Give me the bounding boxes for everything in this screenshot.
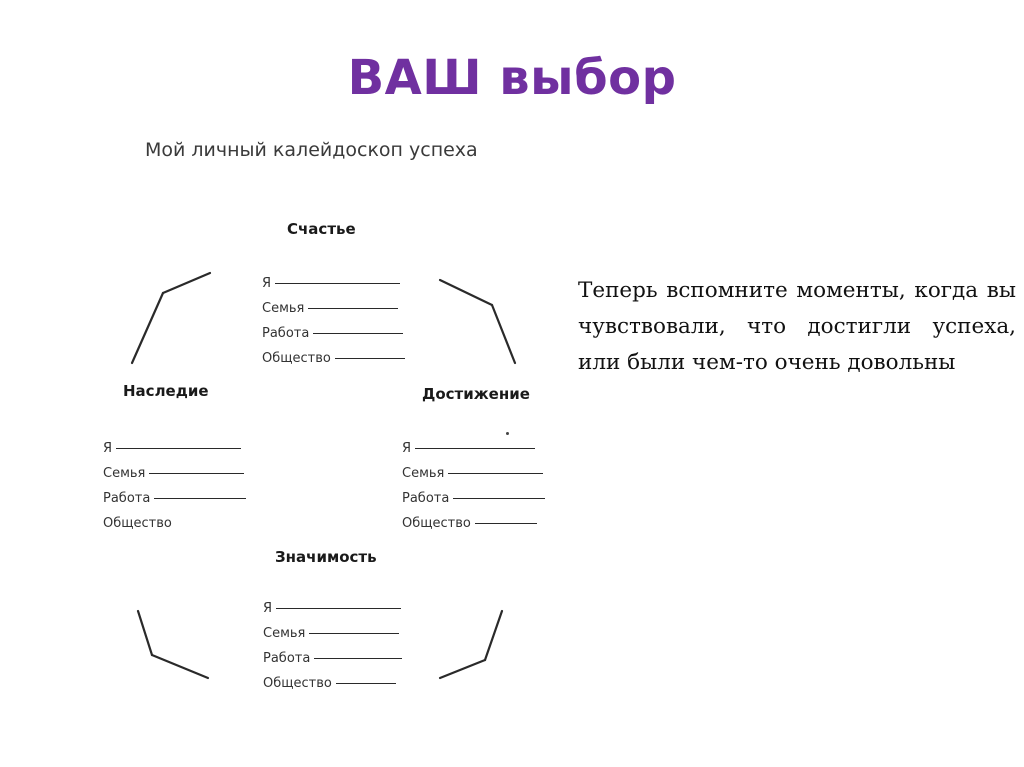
achievement-row-society bbox=[402, 511, 545, 536]
legacy-row-society bbox=[103, 511, 246, 536]
row-label: Я bbox=[262, 276, 272, 291]
blank-line bbox=[335, 358, 405, 360]
frame-segment bbox=[132, 293, 163, 363]
row-label: Общество bbox=[402, 516, 471, 531]
figure-title: Мой личный калейдоскоп успеха bbox=[145, 139, 478, 161]
blank-line bbox=[308, 308, 398, 310]
slide-title: ВАШ выбор bbox=[347, 50, 677, 106]
significance-row-society bbox=[263, 671, 402, 696]
frame-segment bbox=[163, 273, 210, 293]
blank-line bbox=[275, 283, 400, 285]
frame-segment bbox=[485, 611, 502, 660]
legacy-row-work bbox=[103, 486, 246, 511]
blank-line bbox=[309, 633, 399, 635]
row-label: Работа bbox=[103, 491, 151, 506]
blank-line bbox=[313, 333, 403, 335]
row-label: Я bbox=[263, 601, 273, 616]
sector-title-significance: Значимость bbox=[275, 548, 377, 566]
significance-row-self bbox=[263, 596, 402, 621]
happiness-row-self bbox=[262, 271, 405, 296]
legacy-row-family bbox=[103, 461, 246, 486]
blank-line bbox=[448, 473, 543, 475]
row-label: Работа bbox=[263, 651, 311, 666]
row-label: Работа bbox=[402, 491, 450, 506]
blank-line bbox=[149, 473, 244, 475]
sector-title-legacy: Наследие bbox=[123, 382, 209, 400]
row-label: Я bbox=[402, 441, 412, 456]
blank-line bbox=[453, 498, 545, 500]
happiness-row-society bbox=[262, 346, 405, 371]
row-label: Семья bbox=[103, 466, 146, 481]
row-label: Семья bbox=[262, 301, 305, 316]
frame-segment bbox=[440, 660, 485, 678]
frame-segment bbox=[152, 655, 208, 678]
row-label: Я bbox=[103, 441, 113, 456]
blank-line bbox=[116, 448, 241, 450]
significance-row-work bbox=[263, 646, 402, 671]
stray-dot bbox=[506, 432, 509, 435]
frame-segment bbox=[492, 305, 515, 363]
blank-line bbox=[475, 523, 537, 525]
achievement-row-self bbox=[402, 436, 545, 461]
frame-segment bbox=[138, 611, 152, 655]
legacy-row-self bbox=[103, 436, 246, 461]
blank-line bbox=[154, 498, 246, 500]
blank-line bbox=[415, 448, 535, 450]
blank-line bbox=[336, 683, 396, 685]
frame-segment bbox=[440, 280, 492, 305]
happiness-row-family bbox=[262, 296, 405, 321]
significance-row-family bbox=[263, 621, 402, 646]
blank-line bbox=[276, 608, 401, 610]
achievement-row-work bbox=[402, 486, 545, 511]
row-label: Общество bbox=[103, 516, 172, 531]
kaleidoscope-figure bbox=[90, 125, 550, 725]
happiness-row-work bbox=[262, 321, 405, 346]
row-label: Работа bbox=[262, 326, 310, 341]
achievement-row-family bbox=[402, 461, 545, 486]
row-label: Семья bbox=[402, 466, 445, 481]
row-label: Общество bbox=[262, 351, 331, 366]
blank-line bbox=[314, 658, 402, 660]
body-text: Теперь вспомните моменты, когда вы чувствовали, что достигли успеха, или были чем-то очень довольны bbox=[578, 278, 1016, 375]
row-label: Общество bbox=[263, 676, 332, 691]
sector-title-achievement: Достижение bbox=[422, 385, 530, 403]
sector-title-happiness: Счастье bbox=[287, 220, 356, 238]
row-label: Семья bbox=[263, 626, 306, 641]
